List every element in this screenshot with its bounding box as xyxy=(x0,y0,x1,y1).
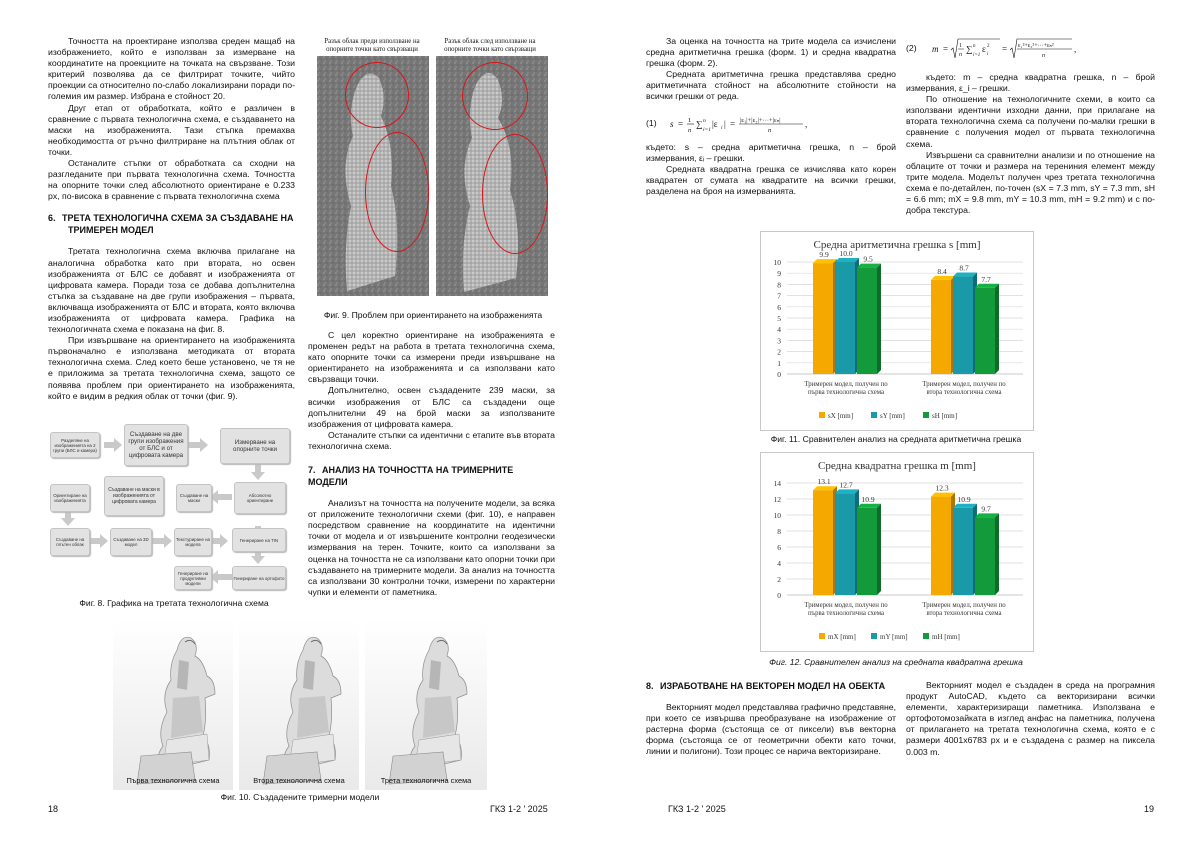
bar xyxy=(953,508,973,595)
svg-text:2: 2 xyxy=(987,44,990,49)
data-label: 12.7 xyxy=(839,480,853,490)
model-label: Втора технологична схема xyxy=(253,776,345,785)
sparse-cloud-before-image xyxy=(317,56,429,296)
formula-2: (2) m = 1 n ∑ n i=1 ε 2 i = ε₁²+ε₂²+···+εₙ² n , xyxy=(906,36,1156,62)
x-tick-label: втора технологична схема xyxy=(926,610,1002,617)
paragraph: Векторният модел е създаден в среда на програмния продукт AutoCAD, където са векторизирани всички елементи, характеризиращи паметника. Използвана е ортофотомозайката в изглед анфас на паметника, получена от прилагането на третата технологична схема, която е с размери 4001x6783 px и е създадена с размер на пиксела 0.003 m. xyxy=(906,680,1155,757)
svg-text:n: n xyxy=(959,52,962,58)
flowchart-node: Създаване на две групи изображения от БЛС и от цифровата камера xyxy=(124,424,188,466)
y-tick-label: 2 xyxy=(777,347,781,357)
bar-top xyxy=(857,504,881,508)
data-label: 13.1 xyxy=(817,477,831,487)
x-tick-label: първа технологична схема xyxy=(807,389,885,396)
svg-text:|: | xyxy=(724,119,726,129)
model-label: Първа технологична схема xyxy=(126,776,220,785)
paragraph: Останалите стъпки са идентични с етапите във втората технологична схема. xyxy=(308,429,555,451)
legend-label: sH [mm] xyxy=(932,412,958,420)
figure-label: Разък облак преди използване на опорните точки като свързващи xyxy=(324,38,420,53)
formula-1: (1) s = 1 n ∑ n i=1 |ε i | = |ε₁|+|ε₂|+···+|εₙ| n , xyxy=(646,112,896,136)
paragraph: Анализът на точността на получените модели, за всяка от приложените технологични схеми (фиг. 10), е направен посредством сравнение на координатите на идентични точки от модела и от извършените контролни геодезически измервания на терен. Точките, които са използвани за оценка на точността не са използвани като опорни точки при създаването на тримерните модели. За анализ на точността са използвани 30 контролни точки, измерени по характерни чупки и елементи от паметника. xyxy=(308,498,555,597)
y-tick-label: 0 xyxy=(777,591,781,600)
paragraph: където: s – средна аритметична грешка, n – брой измервания, εᵢ – грешки. xyxy=(646,142,896,164)
x-tick-label: първа технологична схема xyxy=(807,610,885,617)
figure-caption: Фиг. 9. Проблем при ориентирането на изображенията xyxy=(323,310,543,320)
bar xyxy=(975,517,995,595)
y-tick-label: 4 xyxy=(777,325,781,335)
paragraph: Векторният модел представлява графично представяне, при което се извършва преобразуване на изображение от растерна форма (състояща се от пиксели) във векторна форма (състояща се от геометрични обекти като точки, линии и полигони). Този процес се нарича векторизиране. xyxy=(646,702,896,757)
bar-side xyxy=(995,284,999,374)
data-label: 9.7 xyxy=(981,504,991,514)
svg-text:,: , xyxy=(805,119,808,129)
svg-text:|ε: |ε xyxy=(712,119,718,129)
sparse-cloud-after-image xyxy=(436,56,548,296)
flowchart-node: Генериране на TIN xyxy=(232,528,286,552)
bar-top xyxy=(953,273,977,277)
right-text-column-1 xyxy=(646,36,896,103)
paragraph: Средната аритметична грешка представлява средно аритметичната стойност на абсолютните стойности на всички грешки от реда. xyxy=(646,69,896,102)
chart-quadratic-error-svg xyxy=(761,453,1033,651)
y-tick-label: 5 xyxy=(777,314,781,323)
x-tick-label: Тримерен модел, получен по xyxy=(804,381,888,388)
legend-swatch xyxy=(819,412,825,418)
paragraph: Друг етап от обработката, който е различен в сравнение с първата технологична схема, е създаването на маски на изображенията. Тази стъпка премахва необходимостта от ръчно филтриране на плътния облак от точки. xyxy=(48,102,295,157)
legend-swatch xyxy=(923,412,929,418)
figure-caption: Фиг. 8. Графика на третата технологична схема xyxy=(79,598,269,608)
bar-top xyxy=(953,504,977,508)
paragraph: Допълнително, освен създадените 239 маски, за всички изображения от БЛС са създадени още допълнителни 49 на брой маски за използваните изображения от цифровата камера. xyxy=(308,385,555,429)
svg-text:∑: ∑ xyxy=(966,44,973,54)
section-heading-7: 7. АНАЛИЗ НА ТОЧНОСТТА НА ТРИМЕРНИТЕ МОДЕЛИ xyxy=(308,465,514,488)
formula-2-expression xyxy=(932,36,1132,64)
data-label: 9.5 xyxy=(863,254,873,264)
legend-swatch xyxy=(923,633,929,639)
y-tick-label: 7 xyxy=(777,291,781,301)
y-tick-label: 9 xyxy=(777,269,781,279)
y-tick-label: 0 xyxy=(777,370,781,379)
bar-side xyxy=(877,264,881,374)
highlight-ellipse xyxy=(345,62,409,128)
data-label: 12.3 xyxy=(935,483,949,493)
bar xyxy=(857,268,877,374)
svg-text:n: n xyxy=(973,44,976,49)
x-tick-label: втора технологична схема xyxy=(926,389,1002,396)
svg-text:ε: ε xyxy=(982,44,986,54)
model-renders xyxy=(113,620,487,790)
chart-arithmetic-error-svg xyxy=(761,232,1033,430)
model-label: Трета технологична схема xyxy=(380,776,472,785)
flowchart-node: Ориентиране на изображенията xyxy=(50,484,90,512)
y-tick-label: 6 xyxy=(777,302,781,312)
svg-text:∑: ∑ xyxy=(696,119,703,129)
legend-swatch xyxy=(871,633,877,639)
bar-top xyxy=(813,486,837,490)
flowchart-node: Създаване на 3D модел xyxy=(110,528,152,556)
paragraph: За оценка на точността на трите модела са изчислени средна аритметична грешка (форм. 1) и средна квадратна грешка (форм. 2). xyxy=(646,36,896,69)
svg-text:,: , xyxy=(1074,44,1077,54)
bar-top xyxy=(813,259,837,263)
bar xyxy=(975,288,995,374)
chart-title: Средна квадратна грешка m [mm] xyxy=(818,460,976,472)
legend-label: mH [mm] xyxy=(932,633,960,641)
y-tick-label: 10 xyxy=(773,258,781,267)
y-tick-label: 14 xyxy=(773,479,781,488)
x-tick-label: Тримерен модел, получен по xyxy=(922,602,1006,609)
highlight-ellipse xyxy=(365,132,429,252)
svg-text:m: m xyxy=(932,44,939,54)
paragraph: Останалите стъпки от обработката са сходни на разгледаните при първата технологична схема. Точността на опорните точки след абсолютното ориентиране е 0.233 px, по-висока в сравнение с първата технологична схема xyxy=(48,158,295,202)
bar xyxy=(835,493,855,595)
journal-footer: ГКЗ 1-2 ' 2025 xyxy=(668,804,726,814)
formula-1-expression xyxy=(670,112,870,138)
bar-top xyxy=(975,284,999,288)
journal-footer: ГКЗ 1-2 ' 2025 xyxy=(490,804,548,814)
svg-text:1: 1 xyxy=(959,43,962,49)
bar xyxy=(835,262,855,374)
left-text-column-1 xyxy=(48,36,295,402)
paragraph: Извършени са сравнителни анализи и по отношение на облаците от точки и размера на терениния елемент между трите модела. Моделът получен чрез третата технологична схема е по-детайлен, по-точен (sX = 7.3 mm, sY = 7.3 mm, sH = 6.6 mm; mX = 9.8 mm, mY = 10.3 mm, mH = 9.2 mm) и с по-добра текстура. xyxy=(906,149,1155,216)
y-tick-label: 2 xyxy=(777,575,781,584)
svg-text:s: s xyxy=(670,119,674,129)
figure-caption: Фиг. 11. Сравнителен анализ на средната аритметична грешка xyxy=(770,434,1022,444)
paragraph: Точността на проектиране използва среден мащаб на изображението, който е използван за измерване на координатите на проекциите на точката на свързване. Този критерий позволява да се филтрират точките, чийто проекции са относително по-слабо локализирани поради по-големия им размер. Избрана е стойност 20. xyxy=(48,36,295,102)
right-page xyxy=(600,0,1200,849)
x-tick-label: Тримерен модел, получен по xyxy=(804,602,888,609)
data-label: 7.7 xyxy=(981,274,991,284)
bar-top xyxy=(835,489,859,493)
y-tick-label: 4 xyxy=(777,559,781,568)
y-tick-label: 12 xyxy=(773,495,781,504)
legend-label: mX [mm] xyxy=(828,633,856,641)
x-tick-label: Тримерен модел, получен по xyxy=(922,381,1006,388)
paragraph: По отношение на технологичните схеми, в които са използвани идентични изходни данни, при прилагане на втората технологична схема са получени по-малки грешки в сравнение с получения модел от първата технологична схема. xyxy=(906,94,1155,149)
right-text-column-4 xyxy=(906,680,1155,758)
svg-text:i=1: i=1 xyxy=(703,127,711,133)
data-label: 10.0 xyxy=(839,249,853,258)
data-label: 8.7 xyxy=(959,263,969,273)
flowchart-figure xyxy=(48,422,300,592)
chart-title: Средна аритметична грешка s [mm] xyxy=(813,239,981,251)
svg-text:=: = xyxy=(730,119,736,129)
y-tick-label: 8 xyxy=(777,527,781,536)
paragraph: При извършване на ориентирането на изображенията първоначално е използвана методиката от втората технологична схема. След което беше установено, че тя не е приложима за третата технологична схема, защото се появява проблем при ориентирането на изображенията, който е видим в редкия облак от точки (фиг. 9). xyxy=(48,335,295,401)
page-number: 19 xyxy=(1144,804,1155,814)
figure-caption: Фиг. 12. Сравнителен анализ на средната квадратна грешка xyxy=(769,657,1023,667)
svg-text:=: = xyxy=(943,44,949,54)
svg-text:i: i xyxy=(721,125,723,131)
svg-text:n: n xyxy=(768,127,772,134)
legend-swatch xyxy=(819,633,825,639)
left-text-column-2 xyxy=(308,330,555,598)
chart-arithmetic-error xyxy=(760,231,1034,431)
svg-text:1: 1 xyxy=(688,117,692,124)
right-text-column-2 xyxy=(906,72,1155,216)
flowchart-node: Генериране на ортофото xyxy=(232,566,286,590)
right-text-column-3 xyxy=(646,680,896,757)
legend-label: mY [mm] xyxy=(880,633,908,641)
highlight-ellipse xyxy=(462,62,528,130)
right-text-column-1b xyxy=(646,142,896,197)
figure-caption: Фиг. 10. Създадените тримерни модели xyxy=(220,792,380,802)
y-tick-label: 10 xyxy=(773,511,781,520)
figure-10 xyxy=(113,620,487,790)
flowchart-node: Текстуриране на модела xyxy=(174,528,212,556)
flowchart-node: Генериране на продуктивни модели xyxy=(174,566,212,590)
section-heading-6: 6. ТРЕТА ТЕХНОЛОГИЧНА СХЕМА ЗА СЪЗДАВАНЕ НА ТРИМЕРЕН МОДЕЛ xyxy=(48,213,294,236)
svg-text:|ε₁|+|ε₂|+···+|εₙ|: |ε₁|+|ε₂|+···+|εₙ| xyxy=(740,117,781,124)
legend-label: sY [mm] xyxy=(880,412,905,420)
figure-label: Разък облак след използване на опорните точки като свързващи xyxy=(444,38,536,53)
legend-swatch xyxy=(871,412,877,418)
svg-text:i: i xyxy=(987,52,989,57)
chart-quadratic-error xyxy=(760,452,1034,652)
bar-top xyxy=(835,258,859,262)
flowchart-node: Създаване на плътен облак xyxy=(50,528,90,556)
bar-top xyxy=(975,513,999,517)
data-label: 10.9 xyxy=(861,494,875,504)
bar xyxy=(931,280,951,374)
svg-text:n: n xyxy=(688,127,692,134)
bar-top xyxy=(931,276,955,280)
paragraph: Средната квадратна грешка се изчислява като корен квадратен от сумата на квадратите на всички грешки, разделена на броя на измерванията. xyxy=(646,164,896,197)
data-label: 9.9 xyxy=(819,250,829,260)
section-heading-8: 8. ИЗРАБОТВАНЕ НА ВЕКТОРЕН МОДЕЛ НА ОБЕКТА xyxy=(646,681,886,691)
flowchart-node: Създаване на маски xyxy=(176,484,212,512)
flowchart-node: Измерване на опорните точки xyxy=(220,428,290,464)
svg-text:=: = xyxy=(1002,44,1008,54)
svg-text:n: n xyxy=(1042,53,1045,59)
svg-text:i=1: i=1 xyxy=(973,53,981,58)
flowchart-node: Разделяне на изображенията на 2 групи (БЛС и камера) xyxy=(50,432,100,458)
bar-side xyxy=(995,513,999,595)
bar xyxy=(931,497,951,595)
data-label: 10.9 xyxy=(957,494,971,504)
bar-top xyxy=(931,493,955,497)
bar xyxy=(857,508,877,595)
svg-text:=: = xyxy=(678,119,684,129)
y-tick-label: 3 xyxy=(777,336,781,346)
paragraph: където: m – средна квадратна грешка, n – брой измервания, ε_i – грешки. xyxy=(906,72,1155,94)
flowchart-node: Абсолютно ориентиране xyxy=(234,482,286,514)
paragraph: С цел коректно ориентиране на изображенията е променен редът на работа в третата технологична схема, като опорните точки са измерени преди извършване на ориентирането на изображенията и са използвани като свързващи точки. xyxy=(308,330,555,385)
highlight-ellipse xyxy=(482,134,548,254)
y-tick-label: 6 xyxy=(777,543,781,552)
flowchart-node: Създаване на маски в изображенията от цифровата камера xyxy=(104,476,164,516)
page-number: 18 xyxy=(48,804,59,814)
bar-side xyxy=(877,504,881,595)
legend-label: sX [mm] xyxy=(828,412,854,420)
bar xyxy=(813,263,833,374)
data-label: 8.4 xyxy=(937,266,947,276)
svg-text:ε₁²+ε₂²+···+εₙ²: ε₁²+ε₂²+···+εₙ² xyxy=(1018,43,1054,49)
bar xyxy=(813,490,833,595)
paragraph: Третата технологична схема включва прилагане на аналогична обработка като при втората, но освен изображенията от БЛС се добавят и изображенията от цифровата камера. Поради тоза се добава допълнителна стъпка за създаване на две групи изображения – първата, включваща изображенията от БЛС и втората, която включва изображенията от цифровата камера. Графика на технологичната схема е показана на фиг. 8. xyxy=(48,246,295,335)
y-tick-label: 1 xyxy=(777,358,781,368)
bar-top xyxy=(857,264,881,268)
figure-9 xyxy=(312,36,552,296)
svg-text:n: n xyxy=(703,118,706,124)
y-tick-label: 8 xyxy=(777,280,781,290)
bar xyxy=(953,277,973,374)
